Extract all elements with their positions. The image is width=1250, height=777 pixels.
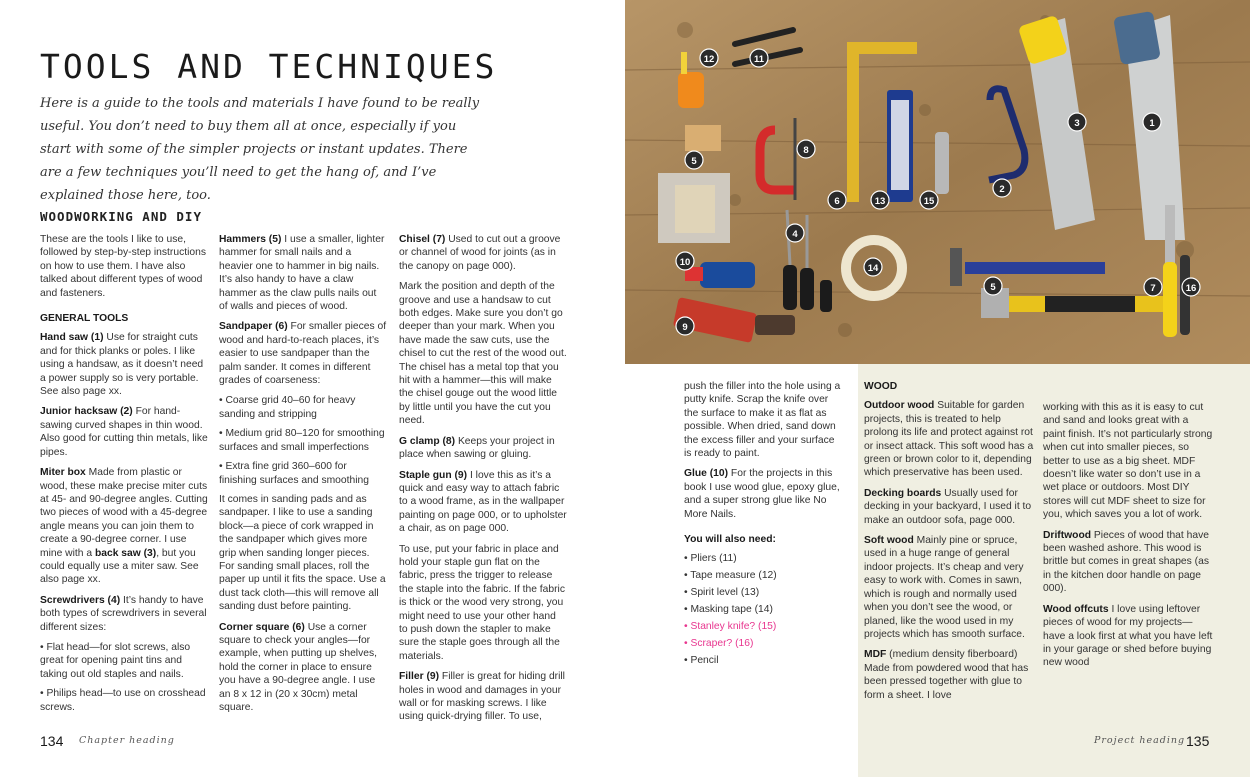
term: Outdoor wood xyxy=(864,400,935,412)
entry-decking xyxy=(864,487,1034,527)
definition: Use a corner square to check your angles—for example, when putting up shelves, hold the corner in place to ensure you have a 90-degree angle. I use an 8 x 12 in (20 x 30cm) metal square. xyxy=(219,621,377,713)
definition: For smaller pieces of wood and hard-to-reach places, it’s easier to use sandpaper than the palm sander. It comes in different grades of coarseness: xyxy=(219,321,387,387)
text-column-5 xyxy=(864,380,1034,709)
entry-driftwood xyxy=(1043,529,1213,596)
badge-14: 14 xyxy=(867,263,879,274)
entry-corner-square xyxy=(219,621,387,715)
definition: Filler is great for hiding drill holes in wood and damages in your wall or for masking screws. I like using quick-drying filler. To use, xyxy=(399,671,565,723)
badge-3: 3 xyxy=(1074,118,1080,129)
entry-outdoor-wood xyxy=(864,399,1034,479)
definition: Suitable for garden projects, this is treated to help prolong its life and protect against rot or insect attack. This soft wood has a green or brown color to it, depending which preservative has been used. xyxy=(864,400,1034,479)
definition: Pieces of wood that have been washed ashore. This wood is brittle but comes in great shapes (as in the kitchen door handle on page 000). xyxy=(1043,529,1209,595)
definition: For the projects in this book I use wood glue, epoxy glue, and a super strong glue like No More Nails. xyxy=(684,468,840,520)
running-head-left: Chapter heading xyxy=(79,735,175,746)
text-column-1 xyxy=(40,233,208,720)
term: Chisel (7) xyxy=(399,234,446,245)
subheading-wood: WOOD xyxy=(864,381,898,392)
definition: Mainly pine or spruce, used in a huge range of general indoor projects. It’s cheap and very easy to work with. Comes in sawn, which is rough and normally used when you don’t see the wood, or planed, like the wood used in my projects which has smooth surface. xyxy=(864,535,1025,640)
entry-hacksaw xyxy=(40,405,208,459)
subheading-general-tools: GENERAL TOOLS xyxy=(40,313,129,325)
entry-staple-gun xyxy=(399,469,567,536)
list-item: • Flat head—for slot screws, also great for opening paint tins and taking out old staples and nails. xyxy=(40,641,191,680)
list-item: • Philips head—to use on crosshead screws. xyxy=(40,688,206,713)
list-item-query: • Stanley knife? (15) xyxy=(684,621,777,633)
badge-10: 10 xyxy=(679,257,691,268)
badge-2: 2 xyxy=(999,184,1005,195)
entry-wood-offcuts xyxy=(1043,603,1213,670)
definition: Use for straight cuts and for thick planks or poles. I like using a handsaw, as it doesn’t need a power supply so is very portable. See also page xx. xyxy=(40,332,204,398)
list-item: • Medium grid 80–120 for smoothing surfaces and small imperfections xyxy=(219,428,385,453)
badge-9: 9 xyxy=(682,322,688,333)
term: Filler (9) xyxy=(399,671,440,683)
definition: I use a smaller, lighter hammer for small nails and a heavier one to hammer in big nails. It’s also handy to have a claw hammer as the claw pulls nails out of walls and pieces of wood. xyxy=(219,234,385,313)
badge-8: 8 xyxy=(803,145,809,156)
also-need-list xyxy=(684,552,844,667)
entry-chisel xyxy=(399,233,567,273)
entry-hand-saw xyxy=(40,331,208,398)
paragraph: working with this as it is easy to cut and sand and looks great with a paint finish. It’s not particularly strong when cut into smaller pieces, so better to use as a big sheet. MDF doesn’t like water so don’t use in a wet place or outdoors. Most DIY stores will cut MDF sheet to size for you, which saves you a lot of work. xyxy=(1043,402,1213,521)
term: Hammers (5) xyxy=(219,234,282,245)
glue-bottle xyxy=(700,262,755,288)
text-column-2 xyxy=(219,233,387,721)
list-item: • Spirit level (13) xyxy=(684,587,760,599)
sanding-block xyxy=(685,125,721,151)
entry-soft-wood xyxy=(864,534,1034,641)
paragraph: It comes in sanding pads and as sandpaper. I like to use a sanding block—a piece of cork wrapped in the sandpaper which gives more grip when sanding longer pieces. For sanding small places, roll the paper up until it fits the space. Use a dust tack cloth—this will remove all sanding dust before painting. xyxy=(219,493,386,613)
term: Screwdrivers (4) xyxy=(40,594,121,606)
term: Soft wood xyxy=(864,535,914,547)
page-number-right: 135 xyxy=(1186,733,1210,749)
term: MDF xyxy=(864,649,887,661)
entry-glue xyxy=(684,467,844,521)
paragraph: These are the tools I like to use, followed by step-by-step instructions on how to use them. I have also talked about different types of wood and fasteners. xyxy=(40,234,206,299)
badge-13: 13 xyxy=(874,196,886,207)
badge-6: 6 xyxy=(834,196,840,207)
definition: I love this as it’s a quick and easy way to attach fabric to a wood frame, as in the wallpaper painting on page 000, or to upholster a chair, as on page 000. xyxy=(399,469,567,535)
list-item-query: • Scraper? (16) xyxy=(684,638,754,649)
list-item: • Pencil xyxy=(684,654,719,666)
paragraph: push the filler into the hole using a putty knife. Scrap the knife over the surface to make it as flat as possible. When dried, sand down the excess filler and your surface is ready to paint. xyxy=(684,381,841,460)
definition: (medium density fiberboard) Made from powdered wood that has been pressed together with glue to form a sheet. I love xyxy=(864,649,1029,701)
definition: Made from plastic or wood, these make precise miter cuts at 45- and 90-degree angles. Cutting two pieces of wood with a 45-degree angle means you can join them to create a 90-degree corner. I use mine with a xyxy=(40,467,208,559)
badge-7: 7 xyxy=(1150,283,1156,294)
paragraph: Mark the position and depth of the groove and use a handsaw to cut both edges. Make sure you don’t go deeper than your mark. When you have made the saw cuts, use the chisel to cut the rest of the wood out. The chisel has a metal top that you hit with a hammer—this will make the chisel gouge out the wood little by little until you have the cut you need. xyxy=(399,281,567,427)
definition: I love using leftover pieces of wood for my projects—have a look first at what you have left in your garage or shed before buying new wood xyxy=(1043,603,1213,669)
bullet-list xyxy=(40,641,208,714)
definition: , but you could equally use a miter saw. See also page xx. xyxy=(40,547,199,586)
entry-sandpaper xyxy=(219,320,387,387)
badge-5: 5 xyxy=(691,156,697,167)
term: Junior hacksaw (2) xyxy=(40,406,133,418)
entry-hammers xyxy=(219,233,387,313)
term: Sandpaper (6) xyxy=(219,321,288,333)
badge-4: 4 xyxy=(792,229,798,240)
definition: Used to cut out a groove or channel of wood for joints (as in the canopy on page 000). xyxy=(399,234,561,272)
tape-measure xyxy=(678,72,704,108)
term: Staple gun (9) xyxy=(399,469,468,481)
entry-miter-box xyxy=(40,466,208,587)
text-column-4 xyxy=(684,380,844,673)
badge-11: 11 xyxy=(753,54,765,65)
badge-15: 15 xyxy=(923,196,935,207)
list-item: • Tape measure (12) xyxy=(684,570,777,582)
term: Decking boards xyxy=(864,487,942,499)
term: G clamp (8) xyxy=(399,435,456,447)
badge-12: 12 xyxy=(703,54,715,65)
tools-photo xyxy=(625,0,1250,364)
entry-g-clamp xyxy=(399,435,567,462)
intro-text: Here is a guide to the tools and materials I have found to be really useful. You don’t need to buy them all at once, especially if you start with some of the simpler projects or instant updates. There are a few techniques you’ll need to get the hang of, and I’ve explained those here, too. xyxy=(40,96,480,203)
term: Corner square (6) xyxy=(219,621,305,633)
bullet-list xyxy=(219,394,387,486)
list-item: • Extra fine grid 360–600 for finishing surfaces and smoothing xyxy=(219,461,369,486)
definition: For hand-sawing curved shapes in thin wood. Also good for cutting thin metals, like pipes. xyxy=(40,406,208,458)
definition: Usually used for decking in your backyard, I used it to make an outdoor sofa, page 000. xyxy=(864,487,1032,526)
subheading-also-need: You will also need: xyxy=(684,534,776,546)
entry-mdf xyxy=(864,648,1034,702)
term: Glue (10) xyxy=(684,468,729,480)
stanley-knife xyxy=(935,132,949,194)
page-title: TOOLS AND TECHNIQUES xyxy=(40,47,498,86)
text-column-3 xyxy=(399,233,567,731)
badge-5: 5 xyxy=(990,282,996,293)
badge-1: 1 xyxy=(1149,118,1155,129)
list-item: • Pliers (11) xyxy=(684,553,737,565)
text-column-6 xyxy=(1043,401,1213,677)
term: Wood offcuts xyxy=(1043,603,1109,615)
entry-filler xyxy=(399,670,567,724)
term: Driftwood xyxy=(1043,529,1092,541)
chisel xyxy=(1165,205,1175,265)
section-heading: WOODWORKING AND DIY xyxy=(40,209,202,224)
term: Miter box xyxy=(40,467,86,479)
badge-16: 16 xyxy=(1185,283,1197,294)
term: Hand saw (1) xyxy=(40,332,104,344)
definition: Keeps your project in place when sawing or gluing. xyxy=(399,435,555,461)
chisel-handle xyxy=(1163,262,1177,337)
term: back saw (3) xyxy=(94,547,157,559)
paragraph: To use, put your fabric in place and hold your staple gun flat on the fabric, press the trigger to release the staple into the fabric. If the fabric is thick or the wood very strong, you might need to use your other hand to push down the stapler to make sure the staple goes through all the materials. xyxy=(399,543,565,662)
definition: It’s handy to have both types of screwdrivers in several different sizes: xyxy=(40,594,207,633)
list-item: • Coarse grid 40–60 for heavy sanding and stripping xyxy=(219,395,356,420)
running-head-right: Project heading xyxy=(1094,735,1186,746)
entry-screwdrivers xyxy=(40,594,208,634)
list-item: • Masking tape (14) xyxy=(684,604,773,616)
page-number-left: 134 xyxy=(40,733,64,749)
